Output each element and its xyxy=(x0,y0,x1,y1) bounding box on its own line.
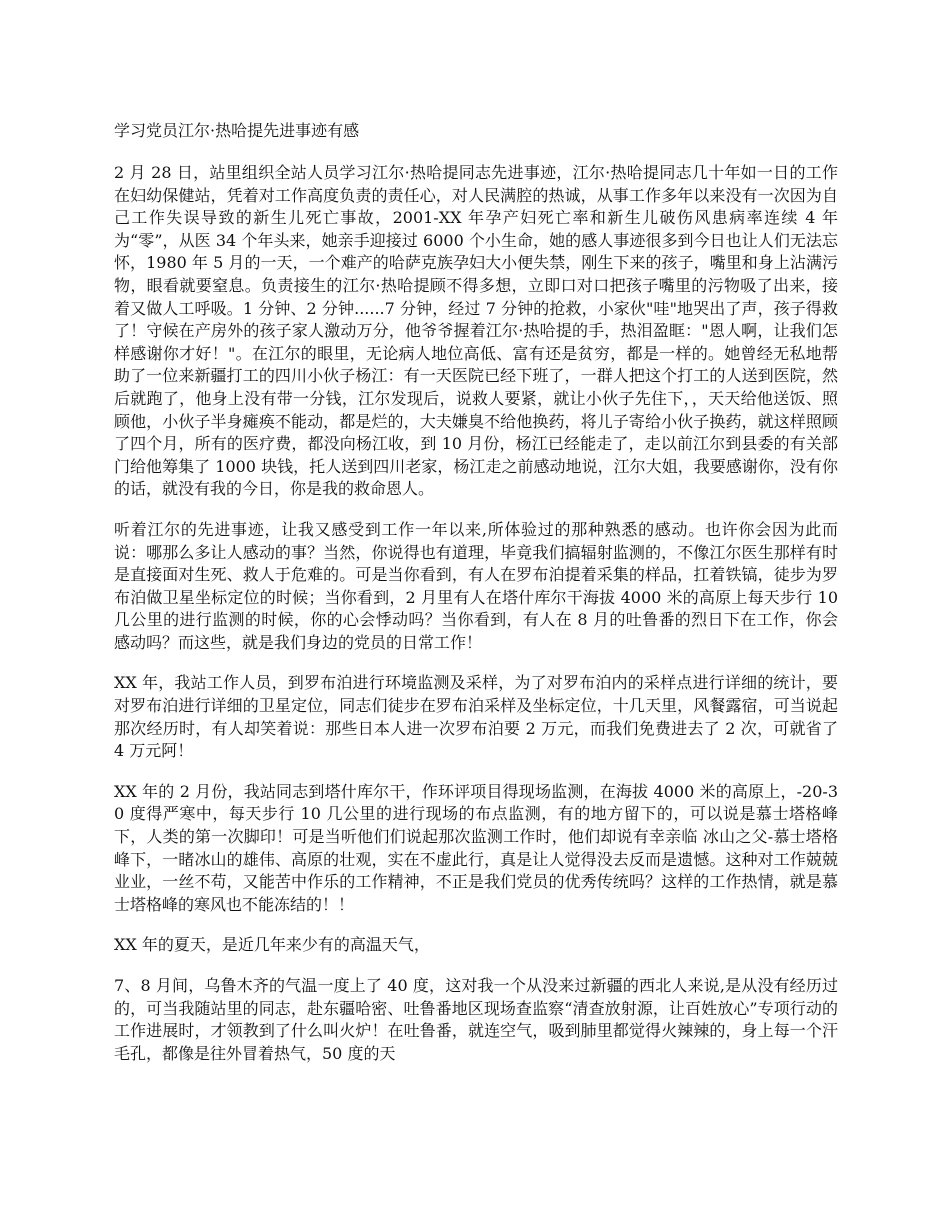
paragraph-4: XX 年的 2 月份，我站同志到塔什库尔干，作环评项目得现场监测，在海拔 4000 米的高原上，-20-30 度得严寒中，每天步行 10 几公里的进行现场的布点监测，有的地方留下的，可以说是慕士塔格峰下，人类的第一次脚印！可是当听他们们说起那次监测工作时，他们却说有幸亲临 冰山之父-慕士塔格峰下，一睹冰山的雄伟、高原的壮观，实在不虚此行，真是让人觉得没去反而是遗憾。这种对工作兢兢业业，一丝不苟，又能苦中作乐的工作精神，不正是我们党员的优秀传统吗？这样的工作热情，就是慕士塔格峰的寒风也不能冻结的！！ xyxy=(114,781,838,914)
paragraph-1: 2 月 28 日，站里组织全站人员学习江尔·热哈提同志先进事迹，江尔·热哈提同志几十年如一日的工作在妇幼保健站，凭着对工作高度负责的责任心，对人民满腔的热诚，从事工作多年以来没有一次因为自己工作失误导致的新生儿死亡事故，2001-XX 年孕产妇死亡率和新生儿破伤风患病率连续 4 年为“零”，从医 34 个年头来，她亲手迎接过 6000 个小生命，她的感人事迹很多到今日也让人们无法忘怀，1980 年 5 月的一天，一个难产的哈萨克族孕妇大小便失禁，刚生下来的孩子，嘴里和身上沾满污物，眼看就要窒息。负责接生的江尔·热哈提顾不得多想，立即口对口把孩子嘴里的污物吸了出来，接着又做人工呼吸。1 分钟、2 分钟......7 分钟，经过 7 分钟的抢救，小家伙"哇"地哭出了声，孩子得救了！守候在产房外的孩子家人激动万分，他爷爷握着江尔·热哈提的手，热泪盈眶："恩人啊，让我们怎样感谢你才好！"。在江尔的眼里，无论病人地位高低、富有还是贫穷，都是一样的。她曾经无私地帮助了一位来新疆打工的四川小伙子杨江：有一天医院已经下班了，一群人把这个打工的人送到医院，然后就跑了，他身上没有带一分钱，江尔发现后，说救人要紧，就让小伙子先住下，，天天给他送饭、照顾他，小伙子半身瘫痪不能动，都是烂的，大夫嫌臭不给他换药，将儿子寄给小伙子换药，就这样照顾了四个月，所有的医疗费，都没向杨江收，到 10 月份，杨江已经能走了，走以前江尔到县委的有关部门给他筹集了 1000 块钱，托人送到四川老家，杨江走之前感动地说，江尔大姐，我要感谢你，没有你的话，就没有我的今日，你是我的救命恩人。 xyxy=(114,163,838,499)
document-page xyxy=(114,120,838,1083)
paragraph-2: 听着江尔的先进事迹，让我又感受到工作一年以来,所体验过的那种熟悉的感动。也许你会因为此而说：哪那么多让人感动的事？当然，你说得也有道理，毕竟我们搞辐射监测的，不像江尔医生那样有时是直接面对生死、救人于危难的。可是当你看到，有人在罗布泊提着采集的样品，扛着铁镐，徒步为罗布泊做卫星坐标定位的时候；当你看到，2 月里有人在塔什库尔干海拔 4000 米的高原上每天步行 10 几公里的进行监测的时候，你的心会悸动吗？当你看到，有人在 8 月的吐鲁番的烈日下在工作，你会感动吗？而这些，就是我们身边的党员的日常工作！ xyxy=(114,519,838,652)
document-title: 学习党员江尔·热哈提先进事迹有感 xyxy=(114,121,360,140)
paragraph-6: 7、8 月间，乌鲁木齐的气温一度上了 40 度，这对我一个从没来过新疆的西北人来说,是从没有经历过的，可当我随站里的同志，赴东疆哈密、吐鲁番地区现场查监察“清查放射源，让百姓放心”专项行动的工作进展时，才领教到了什么叫火炉！在吐鲁番，就连空气，吸到肺里都觉得火辣辣的，身上每一个汗毛孔，都像是往外冒着热气，50 度的天 xyxy=(114,976,838,1063)
paragraph-5: XX 年的夏天，是近几年来少有的高温天气， xyxy=(114,935,430,955)
paragraph-3: XX 年，我站工作人员，到罗布泊进行环境监测及采样，为了对罗布泊内的采样点进行详细的统计，要对罗布泊进行详细的卫星定位，同志们徒步在罗布泊采样及坐标定位，十几天里，风餐露宿，可当说起那次经历时，有人却笑着说：那些日本人进一次罗布泊要 2 万元，而我们免费进去了 2 次，可就省了 4 万元阿！ xyxy=(114,673,838,761)
